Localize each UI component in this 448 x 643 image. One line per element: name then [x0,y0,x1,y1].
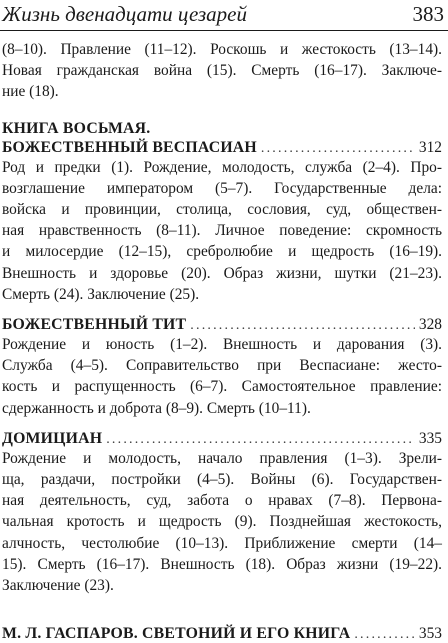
table-of-contents [2,38,442,643]
description-line: (8–10). Правление (11–12). Роскошь и жестокость (13–14). [2,41,442,58]
toc-entry-gasparov[interactable] [2,624,442,643]
toc-entry-description [2,334,442,419]
running-title: Жизнь двенадцати цезарей [2,2,248,26]
toc-entry-titus[interactable] [2,315,442,419]
description-line: алчность, честолюбие (10–13). Приближение смерти (14– [2,534,442,552]
description-line: кость и распущенность (6–7). Самостоятельное правление: [2,378,442,396]
toc-line[interactable] [2,430,442,448]
toc-line[interactable] [2,316,442,334]
description-line: возглашение императором (5–7). Государственные дела: [2,179,442,197]
toc-line[interactable] [2,139,442,157]
description-line: Внешность и здоровье (20). Образ жизни, шутки (21–23). [2,264,442,282]
dot-leader [190,318,415,334]
toc-line[interactable] [2,625,442,643]
chapter-title: БОЖЕСТВЕННЫЙ ВЕСПАСИАН [2,138,257,156]
description-line: Служба (4–5). Соправительство при Веспасиане: жесто- [2,357,442,375]
description-line: Рождение и молодость, начало правления (1–3). Зрели- [2,449,442,467]
description-line: Заключение (23). [2,577,114,595]
page-number: 383 [412,2,444,26]
chapter-page-number: 328 [418,316,442,334]
description-line: 15). Смерть (16–17). Внешность (18). Образ жизни (19–22). [2,555,442,573]
description-line: ща, раздачи, постройки (4–5). Войны (6). Государствен- [2,471,442,489]
description-line: ная нравственность (8–11). Личное поведение: скромность [2,222,442,240]
chapter-title: М. Л. ГАСПАРОВ. СВЕТОНИЙ И ЕГО КНИГА [2,625,351,643]
description-line: и милосердие (12–15), сребролюбие и щедрость (16–19). [2,243,442,261]
toc-entry-domitian[interactable] [2,429,442,596]
description-line: ние (18). [2,83,59,101]
dot-leader [261,141,415,157]
toc-entry-vespasian[interactable] [2,117,442,305]
chapter-page-number: 335 [418,429,442,447]
description-line: войска и провинции, столица, сословия, суд, обществен- [2,201,442,219]
description-line: сдержанность и доброта (8–9). Смерть (10–11). [2,399,311,417]
toc-entry-description [2,448,442,596]
toc-entry-continued [2,38,442,103]
description-line: ная деятельность, суд, забота о нравах (7–8). Первона- [2,492,442,510]
chapter-title: ДОМИЦИАН [2,429,103,447]
description-line: Смерть (24). Заключение (25). [2,285,200,303]
description-line: Род и предки (1). Рождение, молодость, служба (2–4). Про- [2,158,442,176]
running-header [0,0,448,31]
chapter-page-number: 312 [418,138,442,156]
chapter-title: БОЖЕСТВЕННЫЙ ТИТ [2,316,187,334]
chapter-page-number: 353 [418,625,442,643]
dot-leader [106,432,415,448]
dot-leader [354,627,415,643]
description-line: Новая гражданская война (15). Смерть (16–17). Заключе- [2,62,442,80]
book-kicker: КНИГА ВОСЬМАЯ. [2,119,151,137]
description-line: Рождение и юность (1–2). Внешность и дарования (3). [2,336,442,354]
description-line: чальная кротость и щедрость (9). Позднейшая жестокость, [2,513,442,531]
toc-entry-description [2,39,442,103]
toc-entry-description [2,157,442,305]
